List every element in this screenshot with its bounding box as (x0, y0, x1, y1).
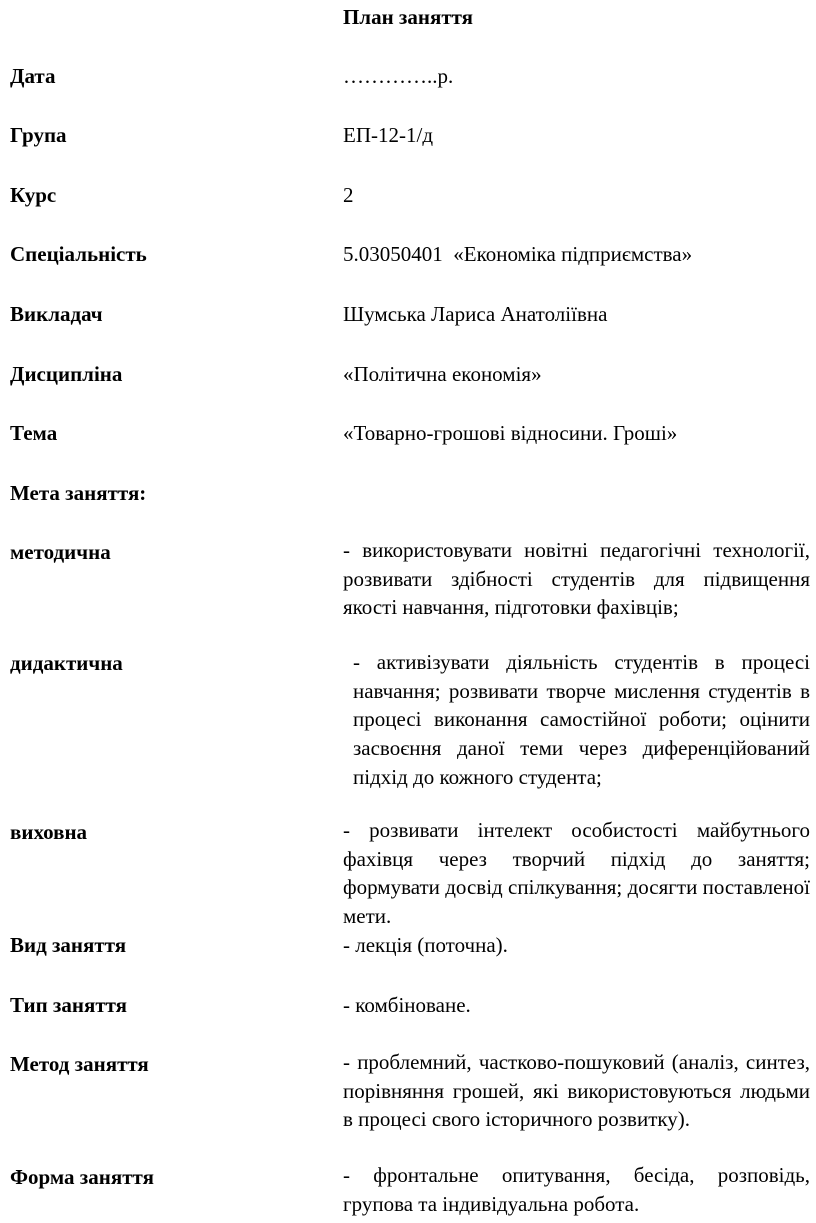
page-title: План заняття (342, 5, 474, 29)
group-value: ЕП-12-1/д (343, 123, 433, 147)
lesson-method-value: - проблемний, частково-пошуковий (аналіз, синтез, порівняння грошей, які використовуються людьми в процесі свого історичного розвитку). (343, 1050, 810, 1132)
course-value: 2 (343, 183, 354, 207)
group-label: Група (10, 123, 67, 147)
specialty-label: Спеціальність (10, 242, 147, 266)
date-value: …………..р. (343, 64, 454, 88)
lesson-type-label: Тип заняття (10, 993, 128, 1017)
didactic-goal-label: дидактична (10, 651, 123, 675)
lesson-form-label: Форма заняття (10, 1165, 154, 1189)
educational-goal-text: - розвивати інтелект особистості майбутнього фахівця через творчий підхід до заняття; формувати досвід спілкування; досягти поставленої мети. (343, 818, 810, 929)
goals-heading: Мета заняття: (10, 481, 147, 505)
methodical-goal-text: - використовувати новітні педагогічні технології, розвивати здібності студентів для підвищення якості навчання, підготовки фахівців; (343, 538, 810, 620)
topic-label: Тема (10, 421, 58, 445)
didactic-goal-text: - активізувати діяльність студентів в процесі навчання; розвивати творче мислення студентів в процесі виконання самостійної роботи; оцінити засвоєння даної теми через диференційований підхід до кожного студента; (353, 650, 810, 789)
topic-value: «Товарно-грошові відносини. Гроші» (343, 421, 678, 445)
lesson-kind-label: Вид заняття (10, 933, 127, 957)
lesson-method-label: Метод заняття (10, 1052, 149, 1076)
methodical-goal-label: методична (10, 540, 111, 564)
lesson-type-value: - комбіноване. (343, 993, 471, 1017)
discipline-value: «Політична економія» (343, 362, 542, 386)
teacher-value: Шумська Лариса Анатоліївна (343, 302, 608, 326)
date-label: Дата (10, 64, 56, 88)
lesson-kind-value: - лекція (поточна). (343, 933, 508, 957)
specialty-value: 5.03050401 «Економіка підприємства» (343, 242, 693, 266)
discipline-label: Дисципліна (10, 362, 123, 386)
lesson-form-value: - фронтальне опитування, бесіда, розповідь, групова та індивідуальна робота. (343, 1163, 810, 1216)
teacher-label: Викладач (10, 302, 103, 326)
course-label: Курс (10, 183, 57, 207)
educational-goal-label: виховна (10, 820, 88, 844)
